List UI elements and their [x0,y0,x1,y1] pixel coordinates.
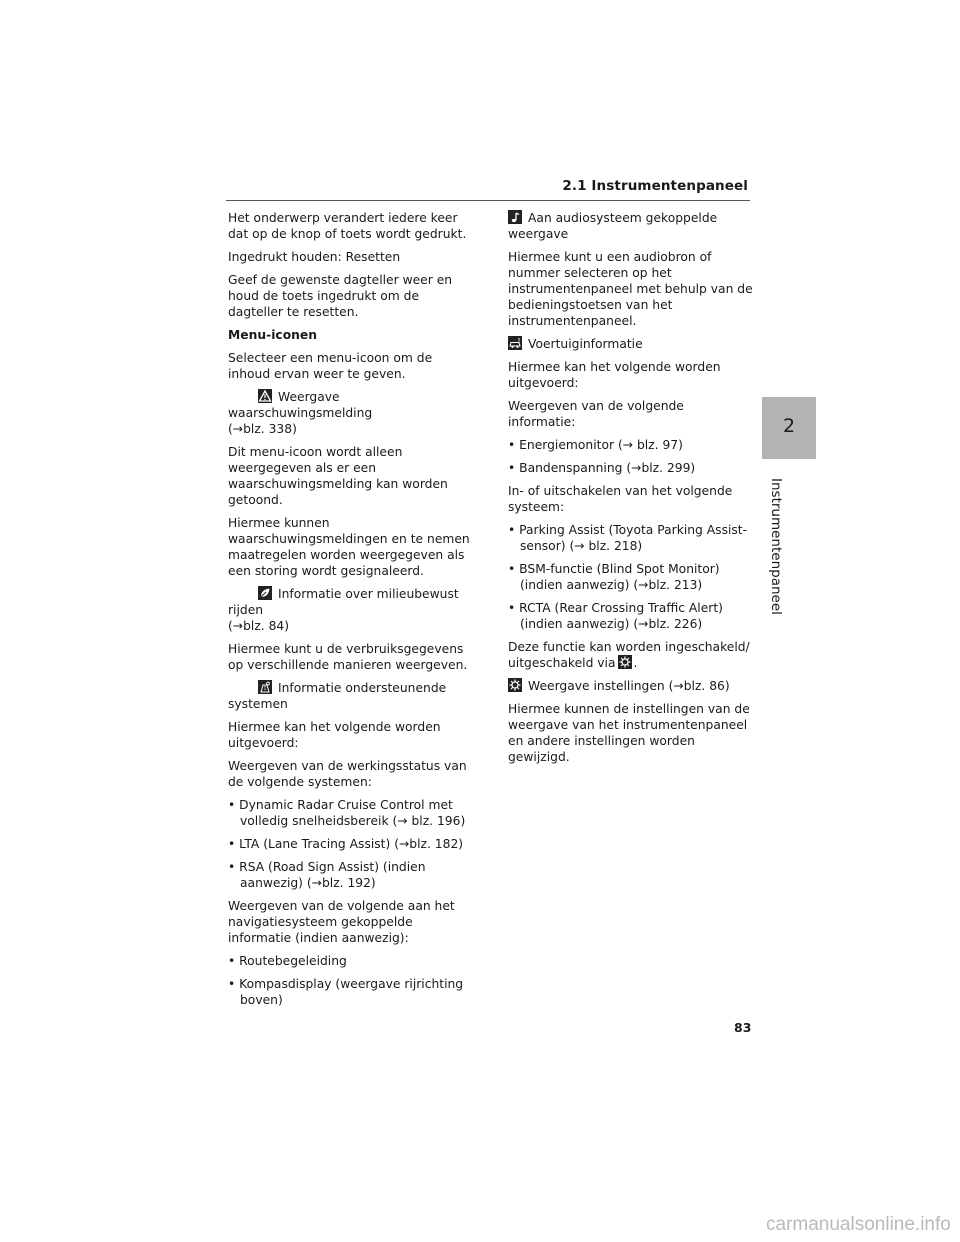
paragraph: Hiermee kunnen waarschuwingsmeldingen en te nemen maatregelen worden weergegeven als een storing wordt gesignaleerd. [228,516,470,578]
chapter-number: 2 [782,415,796,437]
menu-item-settings [508,678,753,694]
paragraph: Weergeven van de volgende informatie: [508,399,684,429]
paragraph: Weergeven van de werkingsstatus van de volgende systemen: [228,759,467,789]
gear-icon [508,678,522,692]
paragraph: Hiermee kunnen de instellingen van de weergave van het instrumentenpaneel en andere instellingen worden gewijzigd. [508,702,750,764]
warning-triangle-icon [258,389,272,403]
list-item: • Dynamic Radar Cruise Control met volledig snelheidsbereik (→ blz. 196) [228,798,466,828]
list-item: • Parking Assist (Toyota Parking Assist-sensor) (→ blz. 218) [508,523,748,553]
menu-item-label: Informatie ondersteunende [278,681,447,695]
menu-item-eco [228,586,476,634]
list-item: • BSM-functie (Blind Spot Monitor) (indien aanwezig) (→blz. 213) [508,562,720,592]
paragraph: In- of uitschakelen van het volgende systeem: [508,484,733,514]
menu-item-warning [228,389,476,437]
paragraph-text: . [633,656,638,670]
eco-leaf-icon [258,586,272,600]
list-item: • Kompasdisplay (weergave rijrichting boven) [228,977,464,1007]
paragraph: Ingedrukt houden: Resetten [228,250,401,264]
list-item: • Routebegeleiding [228,954,347,968]
paragraph: Hiermee kan het volgende worden uitgevoerd: [228,720,441,750]
paragraph-text: Deze functie kan worden ingeschakeld/ uitgeschakeld via [508,640,750,670]
chapter-label-text: Instrumentenpaneel [768,478,784,615]
menu-item-label-cont: weergave [508,227,569,241]
watermark: carmanualsonline.info [766,1214,951,1235]
chapter-tab [762,397,816,459]
menu-item-vehicle [508,336,753,352]
list-item: • RSA (Road Sign Assist) (indien aanwezig) (→blz. 192) [228,860,426,890]
paragraph: Hiermee kunt u een audiobron of nummer selecteren op het instrumentenpaneel met behulp van de bedieningstoetsen van het instrumentenpaneel. [508,250,753,328]
list-item: • RCTA (Rear Crossing Traffic Alert) (indien aanwezig) (→blz. 226) [508,601,723,631]
vehicle-info-icon [508,336,522,350]
menu-item-label: Aan audiosysteem gekoppelde [528,211,718,225]
driver-assist-icon [258,680,272,694]
subheading-menu-icons: Menu-iconen [228,328,317,342]
list-item: • Bandenspanning (→blz. 299) [508,461,696,475]
menu-item-assist [228,680,476,712]
chapter-label [768,478,786,648]
section-title: 2.1 Instrumentenpaneel [562,178,748,194]
gear-icon [618,655,632,669]
paragraph: Het onderwerp verandert iedere keer dat op de knop of toets wordt gedrukt. [228,211,467,241]
paragraph: Geef de gewenste dagteller weer en houd de toets ingedrukt om de dagteller te resetten. [228,273,453,319]
list-item: • LTA (Lane Tracing Assist) (→blz. 182) [228,837,464,851]
menu-item-label-cont: systemen [228,697,288,711]
page-ref: (→blz. 338) [228,422,297,436]
paragraph: Hiermee kunt u de verbruiksgegevens op verschillende manieren weergeven. [228,642,468,672]
list-item: • Energiemonitor (→ blz. 97) [508,438,683,452]
page-ref: (→blz. 84) [228,619,290,633]
menu-item-label: Weergave instellingen (→blz. 86) [528,679,730,693]
right-column [508,210,753,772]
menu-item-label: Weergave waarschuwingsmelding [228,390,373,420]
menu-item-label: Informatie over milieubewust rijden [228,587,459,617]
menu-item-audio [508,210,753,242]
paragraph: Dit menu-icoon wordt alleen weergegeven als er een waarschuwingsmelding kan worden getoond. [228,445,448,507]
music-note-icon [508,210,522,224]
page-number: 83 [734,1020,752,1035]
paragraph: Weergeven van de volgende aan het navigatiesysteem gekoppelde informatie (indien aanwezig): [228,899,455,945]
paragraph: Selecteer een menu-icoon om de inhoud ervan weer te geven. [228,351,433,381]
paragraph-settings-toggle [508,639,753,671]
page-header [226,178,750,201]
left-column [228,210,476,1015]
paragraph: Hiermee kan het volgende worden uitgevoerd: [508,360,721,390]
menu-item-label: Voertuiginformatie [528,337,643,351]
